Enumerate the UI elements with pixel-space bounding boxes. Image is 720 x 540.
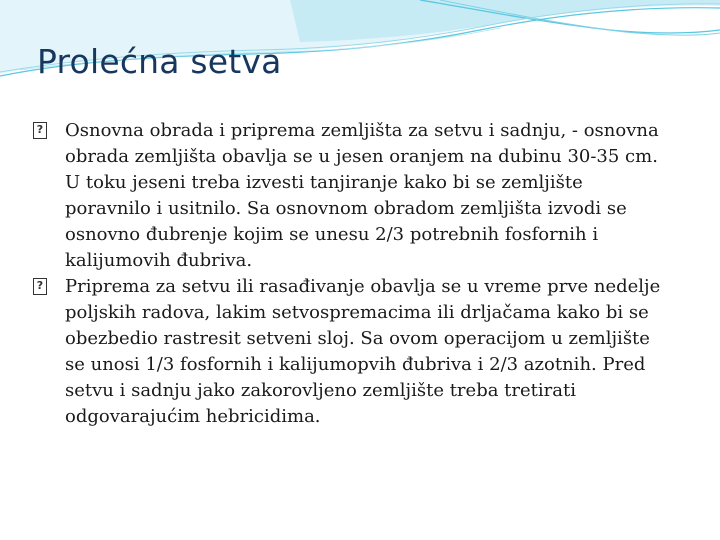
slide-title: Prolećna setva xyxy=(37,42,282,81)
replacement-character-icon: ? xyxy=(33,278,47,295)
replacement-character-icon: ? xyxy=(33,122,47,139)
bullet-item xyxy=(33,118,673,274)
bullet-list xyxy=(33,118,673,430)
bullet-item xyxy=(33,274,673,430)
bullet-text: Priprema za setvu ili rasađivanje obavlja se u vreme prve nedelje poljskih radova, lakim setvospremacima ili drljačama kako bi se obezbedio rastresit setveni sloj. Sa ovom operacijom u zemljište se unosi 1/3 fosfornih i kalijumopvih đubriva i 2/3 azotnih. Pred setvu i sadnju jako zakorovljeno zemljište treba tretirati odgovarajućim hebricidima. xyxy=(65,276,661,427)
bullet-text: Osnovna obrada i priprema zemljišta za setvu i sadnju, - osnovna obrada zemljišta obavlja se u jesen oranjem na dubinu 30-35 cm. U toku jeseni treba izvesti tanjiranje kako bi se zemljište poravnilo i usitnilo. Sa osnovnom obradom zemljišta izvodi se osnovno đubrenje kojim se unesu 2/3 potrebnih fosfornih i kalijumovih đubriva. xyxy=(65,120,659,271)
